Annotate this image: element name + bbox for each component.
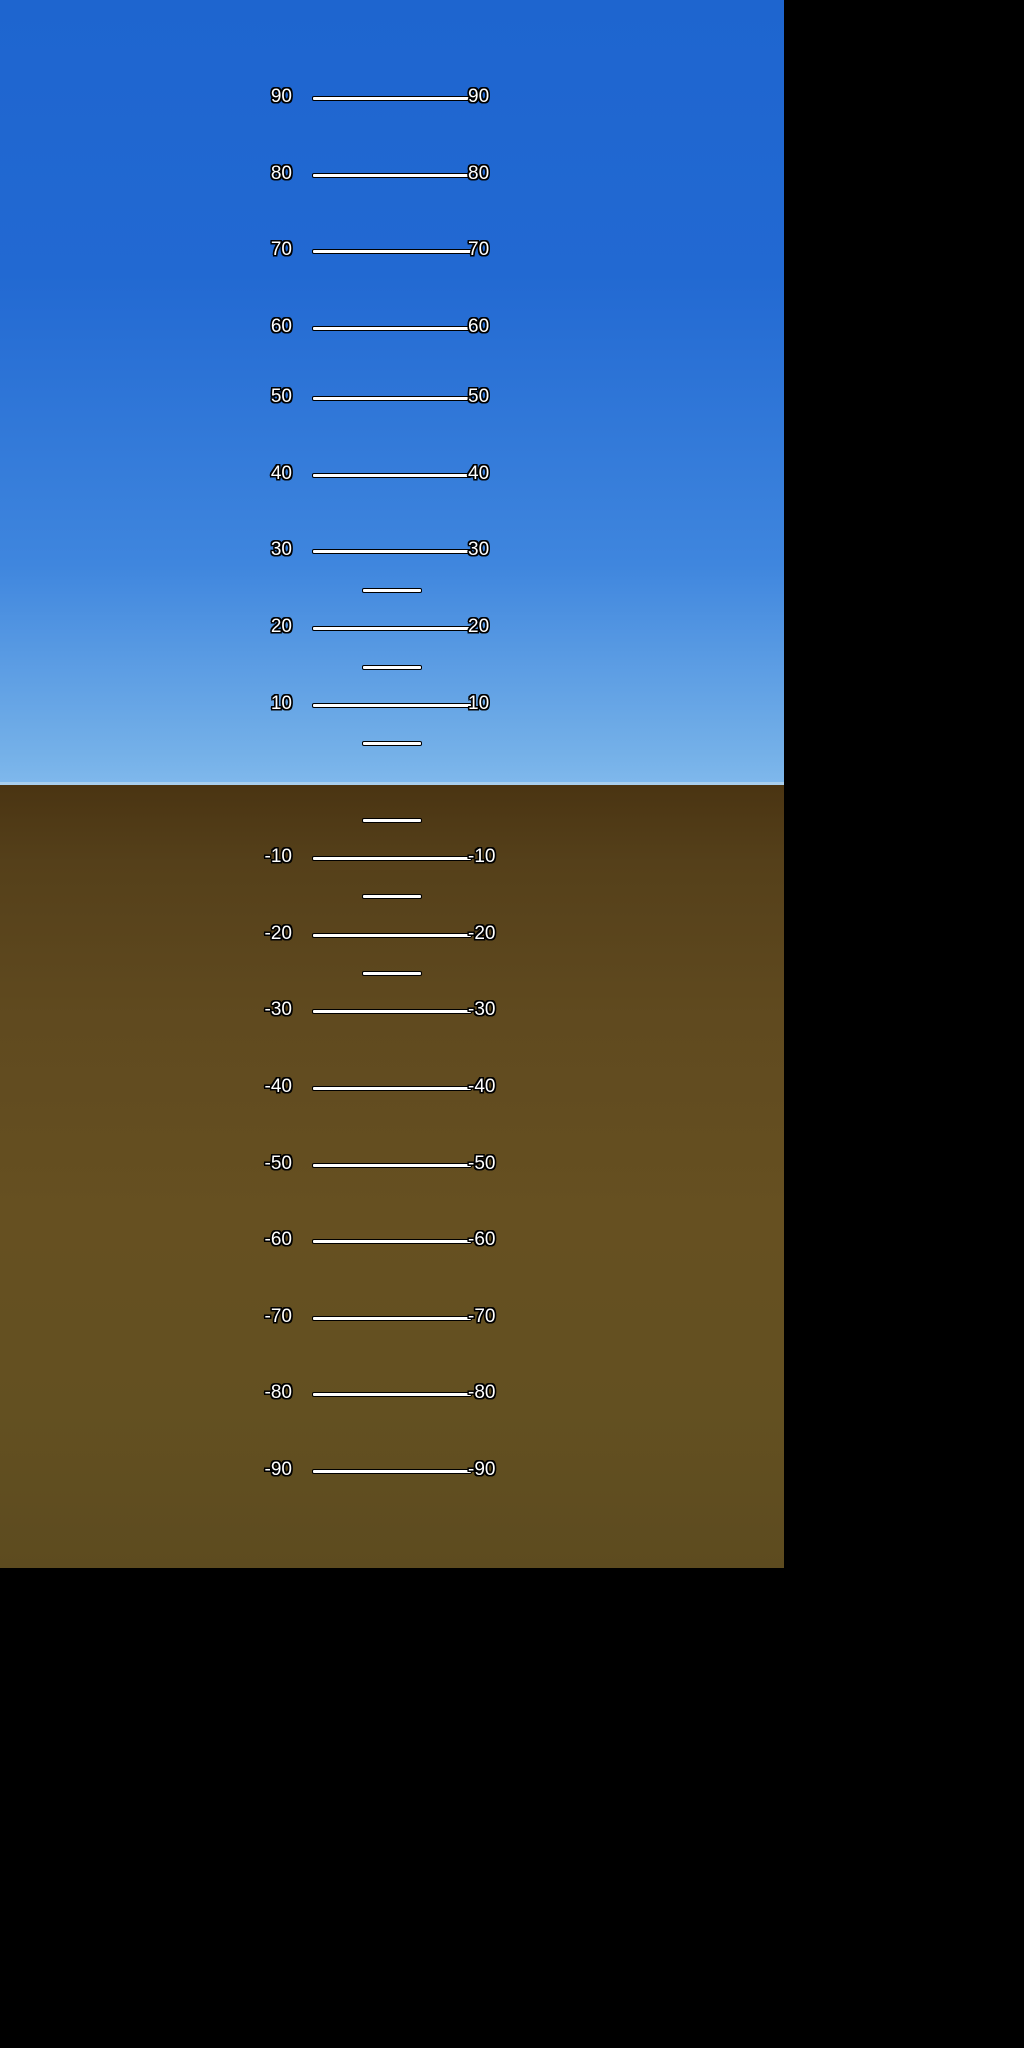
- pitch-rung-label-right: 30: [468, 539, 490, 560]
- pitch-rung-label-left: -90: [264, 1459, 292, 1480]
- pitch-rung-label-left: 70: [270, 239, 292, 260]
- pitch-rung-major-bar: [312, 173, 472, 178]
- pitch-rung-label-right: 10: [468, 693, 490, 714]
- pitch-rung-label-left: 10: [270, 693, 292, 714]
- pitch-rung-label-right: 20: [468, 616, 490, 637]
- pitch-rung-minor-bar: [362, 665, 422, 670]
- pitch-rung-label-left: -20: [264, 923, 292, 944]
- pitch-rung-major-bar: [312, 249, 472, 254]
- pitch-rung-major-bar: [312, 933, 472, 938]
- pitch-rung-label-left: -50: [264, 1153, 292, 1174]
- pitch-rung-label-left: -10: [264, 846, 292, 867]
- pitch-rung-major-bar: [312, 1469, 472, 1474]
- pitch-rung-major-bar: [312, 703, 472, 708]
- pitch-rung-label-right: -80: [468, 1382, 496, 1403]
- pitch-rung-label-left: -30: [264, 999, 292, 1020]
- pitch-rung-major-bar: [312, 473, 472, 478]
- pitch-rung-label-right: 70: [468, 239, 490, 260]
- pitch-rung-label-left: -40: [264, 1076, 292, 1097]
- pitch-rung-label-right: -30: [468, 999, 496, 1020]
- pitch-rung-minor-bar: [362, 741, 422, 746]
- pitch-rung-label-right: 80: [468, 163, 490, 184]
- pitch-rung-label-right: 50: [468, 386, 490, 407]
- pitch-rung-major-bar: [312, 1009, 472, 1014]
- pitch-rung-label-right: -90: [468, 1459, 496, 1480]
- pitch-rung-major-bar: [312, 1239, 472, 1244]
- pitch-rung-label-right: 60: [468, 316, 490, 337]
- pitch-rung-major-bar: [312, 856, 472, 861]
- pitch-rung-major-bar: [312, 96, 472, 101]
- pitch-rung-label-left: 50: [270, 386, 292, 407]
- pitch-rung-label-left: 60: [270, 316, 292, 337]
- pitch-rung-label-left: -70: [264, 1306, 292, 1327]
- pitch-rung-minor-bar: [362, 818, 422, 823]
- pitch-rung-label-right: 90: [468, 86, 490, 107]
- pitch-rung-label-left: -80: [264, 1382, 292, 1403]
- pitch-rung-minor-bar: [362, 588, 422, 593]
- pitch-rung-label-right: -20: [468, 923, 496, 944]
- pitch-rung-label-left: -60: [264, 1229, 292, 1250]
- pitch-rung-label-right: -40: [468, 1076, 496, 1097]
- pitch-rung-label-left: 30: [270, 539, 292, 560]
- pitch-rung-label-right: -10: [468, 846, 496, 867]
- pitch-rung-major-bar: [312, 1163, 472, 1168]
- pitch-rung-label-right: -60: [468, 1229, 496, 1250]
- pitch-rung-label-left: 90: [270, 86, 292, 107]
- pitch-rung-label-right: 40: [468, 463, 490, 484]
- pitch-rung-major-bar: [312, 1086, 472, 1091]
- pitch-rung-major-bar: [312, 549, 472, 554]
- bottom-letterbox: [0, 1568, 1024, 2048]
- pitch-rung-label-right: -50: [468, 1153, 496, 1174]
- pitch-rung-label-left: 80: [270, 163, 292, 184]
- pitch-rung-major-bar: [312, 326, 472, 331]
- pitch-rung-major-bar: [312, 396, 472, 401]
- pitch-rung-label-left: 20: [270, 616, 292, 637]
- pitch-rung-major-bar: [312, 1392, 472, 1397]
- pitch-rung-minor-bar: [362, 971, 422, 976]
- pitch-rung-major-bar: [312, 626, 472, 631]
- pitch-rung-major-bar: [312, 1316, 472, 1321]
- pitch-rung-label-left: 40: [270, 463, 292, 484]
- pitch-rung-minor-bar: [362, 894, 422, 899]
- pitch-rung-label-right: -70: [468, 1306, 496, 1327]
